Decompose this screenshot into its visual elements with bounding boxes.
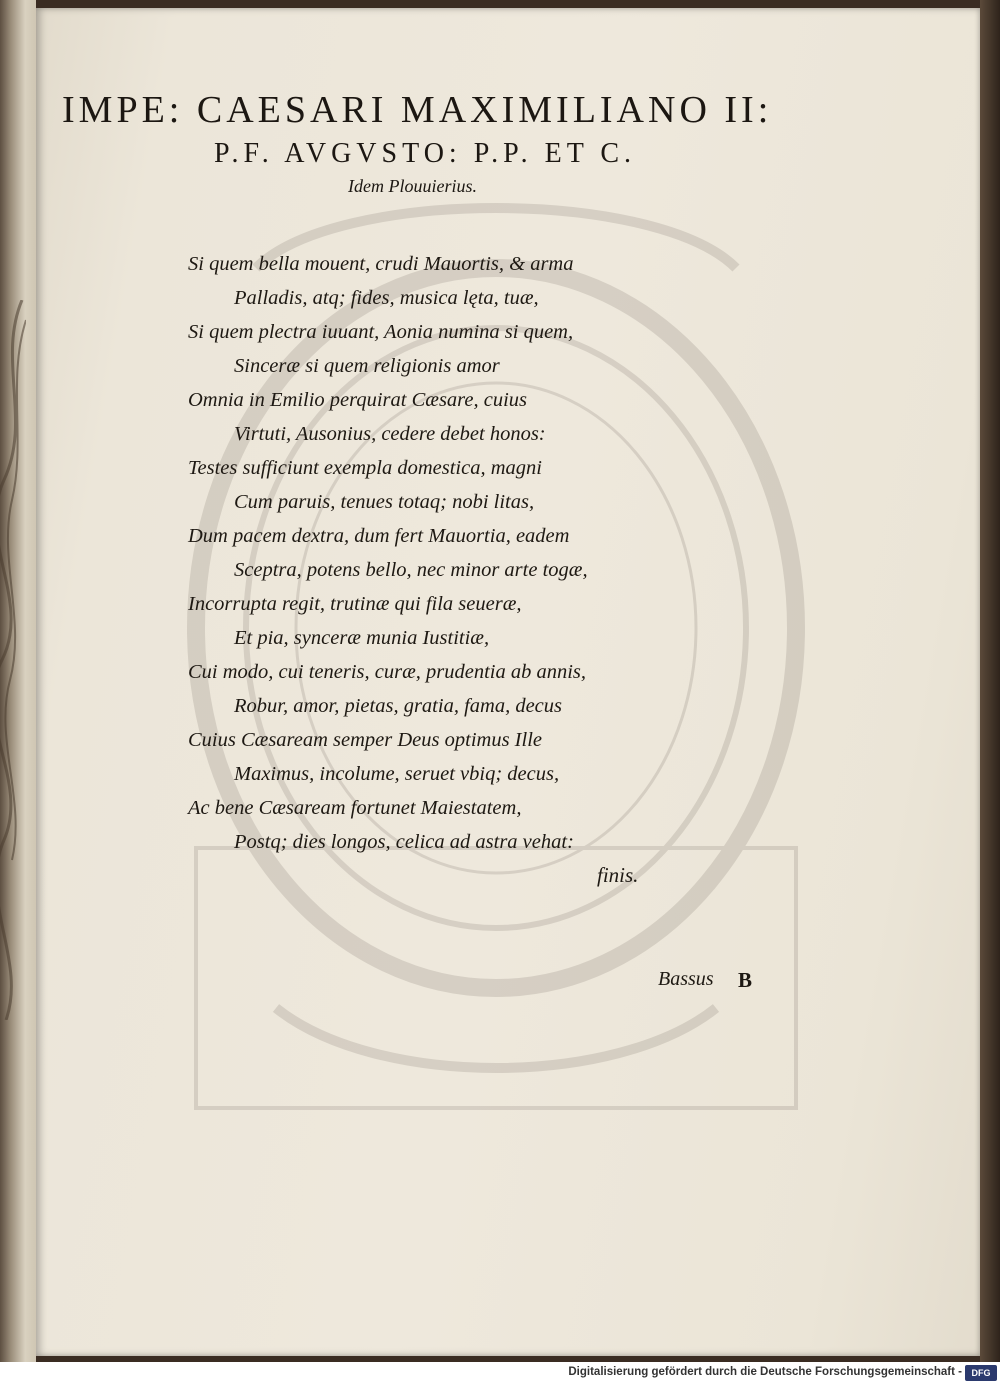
book-page: [36, 8, 980, 1356]
page-text-layer: [36, 8, 980, 1356]
poem-line: Et pia, synceræ munia Iustitiæ,: [234, 627, 490, 649]
poem-line: Testes sufficiunt exempla domestica, magni: [188, 457, 542, 479]
dedication-title-line-2: P.F. AVGVSTO: P.P. ET C.: [214, 138, 637, 169]
poem-line: Dum pacem dextra, dum fert Mauortia, eadem: [188, 525, 570, 547]
poem-line: Palladis, atq; fides, musica lęta, tuæ,: [234, 287, 539, 309]
poem-line: Postq; dies longos, celica ad astra vehat:: [234, 831, 574, 853]
poem-line: Robur, amor, pietas, gratia, fama, decus: [234, 695, 562, 717]
poem-line: Sceptra, potens bello, nec minor arte togæ,: [234, 559, 588, 581]
facing-page-ornament: [0, 300, 26, 1020]
poem-line: Si quem bella mouent, crudi Mauortis, & arma: [188, 253, 574, 275]
poem-line: Omnia in Emilio perquirat Cæsare, cuius: [188, 389, 528, 411]
poem-line: Virtuti, Ausonius, cedere debet honos:: [234, 423, 546, 445]
signature-mark: B: [738, 968, 753, 992]
digitization-footer: [0, 1362, 1000, 1385]
poem-line: Cum paruis, tenues totaq; nobi litas,: [234, 491, 535, 513]
poem-line: Incorrupta regit, trutinæ qui fila seueræ,: [188, 593, 522, 615]
dfg-logo: DFG: [965, 1365, 997, 1381]
funding-credit: Digitalisierung gefördert durch die Deutsche Forschungsgemeinschaft -: [568, 1366, 962, 1378]
poem-line: Cui modo, cui teneris, curæ, prudentia ab annis,: [188, 661, 587, 683]
dedication-title-line-1: IMPE: CAESARI MAXIMILIANO II:: [62, 89, 773, 131]
poem-line: Maximus, incolume, seruet vbiq; decus,: [234, 763, 560, 785]
poem-line: Sinceræ si quem religionis amor: [234, 355, 500, 377]
author-line: Idem Plouuierius.: [348, 176, 477, 196]
poem-line: Cuius Cæsaream semper Deus optimus Ille: [188, 729, 542, 751]
finis-mark: finis.: [597, 863, 639, 887]
voice-part-label: Bassus: [658, 968, 714, 990]
poem-line: Ac bene Cæsaream fortunet Maiestatem,: [188, 797, 522, 819]
poem-line: Si quem plectra iuuant, Aonia numina si quem,: [188, 321, 574, 343]
binding-edge: [980, 0, 1000, 1362]
facing-page-edge: [0, 0, 36, 1362]
